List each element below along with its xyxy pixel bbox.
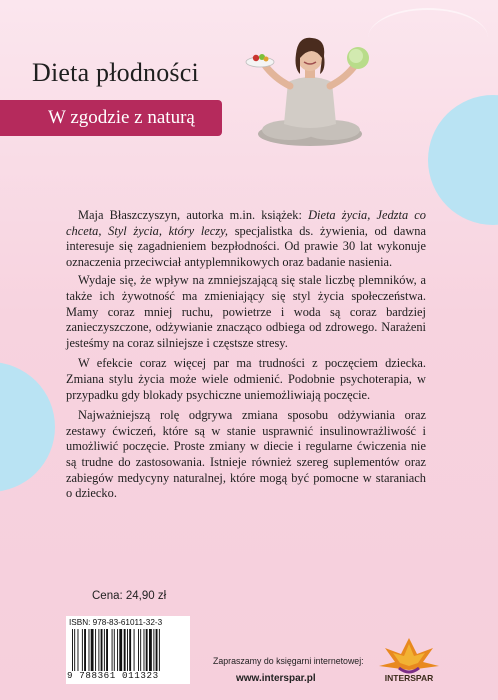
barcode-bar xyxy=(153,629,154,671)
publisher-name: INTERSPAR xyxy=(384,673,434,683)
barcode-bar xyxy=(78,629,79,671)
barcode-bar xyxy=(138,629,139,671)
barcode-bar xyxy=(72,629,73,671)
bookstore-invite: Zapraszamy do księgarni internetowej: xyxy=(213,656,364,666)
barcode-bar xyxy=(98,629,99,671)
barcode-bar xyxy=(112,629,113,671)
isbn-number: ISBN: 978-83-61011-32-3 xyxy=(69,618,163,627)
decorative-swoosh xyxy=(368,8,488,68)
barcode-bar xyxy=(91,629,94,671)
barcode-bar xyxy=(146,629,148,671)
website-link[interactable]: www.interspar.pl xyxy=(236,673,316,684)
blurb-paragraph-2: Wydaje się, że wpływ na zmniejszającą się stale liczbę plemników, a także ich żywotność ma zmieniający się styl życia społeczeństwa. Mamy coraz mniej ruchu, powietrze i woda są coraz bardziej zanieczyszczone, odżywianie znacząco odbiega od zdrowego. Narażeni jesteśmy na coraz silniejsze i częstsze stresy. xyxy=(66,273,426,350)
barcode-bar xyxy=(117,629,118,671)
barcode-digits: 9 788361 011323 xyxy=(67,670,159,681)
barcode-bar xyxy=(114,629,115,671)
barcode-bar xyxy=(119,629,122,671)
barcode-bar xyxy=(140,629,141,671)
blurb-paragraph-1: Maja Błaszczyszyn, autorka m.in. książek: Dieta życia, Jedzta co chceta, Styl życia, który leczy, specjalistka ds. żywienia, od dawna interesuje się zagadnieniem bezpłodności. Od prawie 30 lat wykonuje oznaczenia przeciwciał antyplemnikowych oraz badanie nasienia. xyxy=(66,208,427,269)
barcode-bar xyxy=(159,629,160,671)
book-title: Dieta płodności xyxy=(32,58,199,87)
price-label: Cena: 24,90 zł xyxy=(92,590,167,602)
barcode-bars xyxy=(72,629,184,671)
barcode-bar xyxy=(82,629,83,671)
barcode-bar xyxy=(95,629,96,671)
barcode-bar xyxy=(156,629,158,671)
barcode-bar xyxy=(74,629,75,671)
blurb-text xyxy=(66,208,426,505)
barcode-bar xyxy=(149,629,152,671)
barcode-bar xyxy=(129,629,131,671)
barcode-bar xyxy=(104,629,105,671)
barcode-bar xyxy=(89,629,90,671)
barcode-bar xyxy=(134,629,135,671)
barcode-bar xyxy=(124,629,126,671)
barcode-bar xyxy=(101,629,103,671)
cover-photo xyxy=(244,22,374,150)
subtitle-banner xyxy=(0,100,222,136)
barcode-bar xyxy=(144,629,145,671)
barcode-bar xyxy=(84,629,86,671)
blurb-paragraph-3: W efekcie coraz więcej par ma trudności z poczęciem dziecka. Zmiana stylu życia może wiele odmienić. Podobnie psychoterapia, w przypadku gdy blokady psychiczne uniemożliwiają poczęcie. xyxy=(66,356,426,402)
book-titles: Dieta życia, Jedzta co chceta, Styl życia, który leczy, xyxy=(66,208,427,238)
blurb-paragraph-4: Najważniejszą rolę odgrywa zmiana sposobu odżywiania oraz zestawy ćwiczeń, które są w stanie usprawnić insulinowrażliwość i umożliwić poczęcie. Proste zmiany w diecie i regularne ćwiczenia nie są trudne do zastosowania. Istnieje również szereg suplementów oraz zabiegów medycyny naturalnej, które mogą być pomocne w staraniach o dziecko. xyxy=(66,408,426,501)
barcode xyxy=(66,616,190,684)
book-subtitle: W zgodzie z naturą xyxy=(48,107,195,128)
barcode-bar xyxy=(106,629,108,671)
barcode-bar xyxy=(127,629,128,671)
